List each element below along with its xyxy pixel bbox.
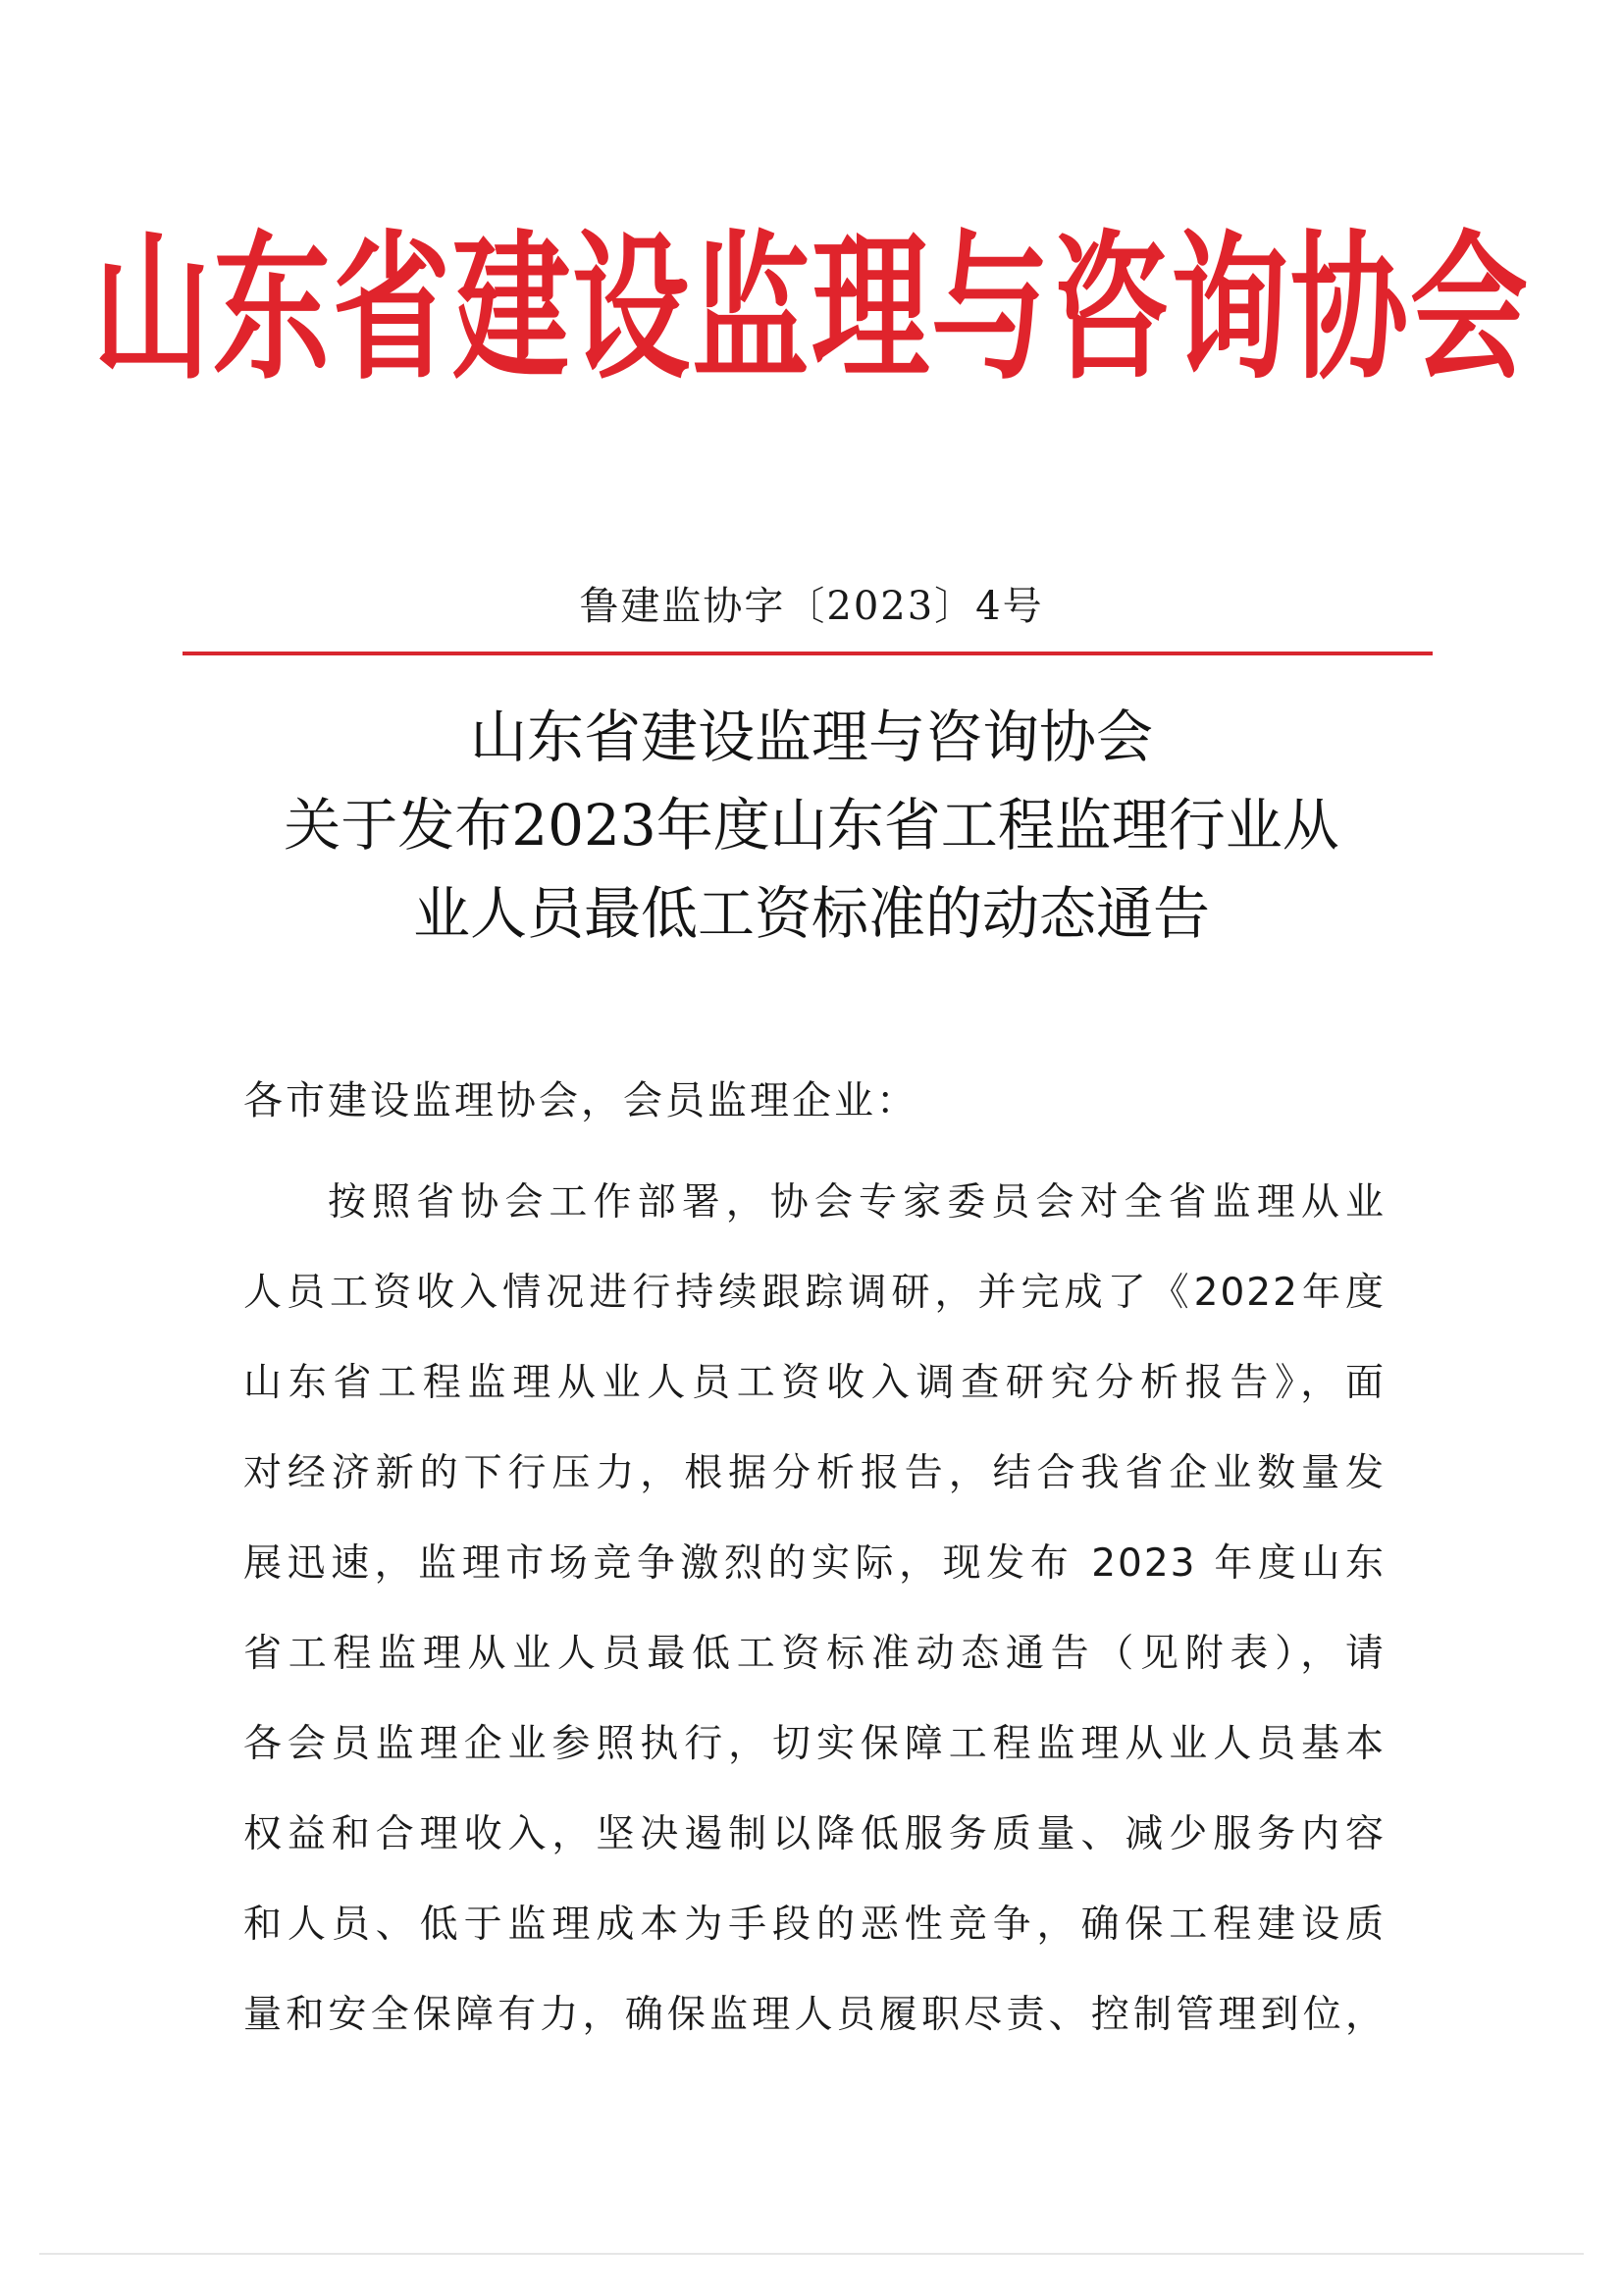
body-line: 按照省协会工作部署，协会专家委员会对全省监理从业 — [328, 1180, 1386, 1225]
body-paragraph — [243, 1158, 1386, 2061]
page-bottom-edge — [39, 2253, 1584, 2255]
body-line: 省工程监理从业人员最低工资标准动态通告（见附表），请 — [243, 1632, 1386, 1676]
body-line: 人员工资收入情况进行持续跟踪调研，并完成了《2022年度 — [243, 1271, 1386, 1315]
body-line: 对经济新的下行压力，根据分析报告，结合我省企业数量发 — [243, 1451, 1386, 1495]
salutation: 各市建设监理协会，会员监理企业： — [243, 1078, 918, 1123]
title-line: 业人员最低工资标准的动态通告 — [412, 880, 1210, 947]
red-divider-line — [183, 652, 1433, 655]
masthead-title: 山东省建设监理与咨询协会 — [93, 215, 1530, 402]
notice-title — [196, 693, 1427, 958]
body-line: 量和安全保障有力，确保监理人员履职尽责、控制管理到位， — [243, 1993, 1386, 2037]
body-line: 各会员监理企业参照执行，切实保障工程监理从业人员基本 — [243, 1722, 1386, 1766]
title-line: 山东省建设监理与咨询协会 — [469, 704, 1153, 770]
body-line: 山东省工程监理从业人员工资收入调查研究分析报告》，面 — [243, 1361, 1386, 1405]
body-line: 权益和合理收入，坚决遏制以降低服务质量、减少服务内容 — [243, 1812, 1386, 1856]
body-line: 和人员、低于监理成本为手段的恶性竞争，确保工程建设质 — [243, 1903, 1386, 1947]
body-line: 展迅速，监理市场竞争激烈的实际，现发布 2023 年度山东 — [243, 1541, 1386, 1586]
title-line: 关于发布2023年度山东省工程监理行业从 — [284, 792, 1339, 859]
document-number: 鲁建监协字〔2023〕4号 — [579, 584, 1044, 629]
